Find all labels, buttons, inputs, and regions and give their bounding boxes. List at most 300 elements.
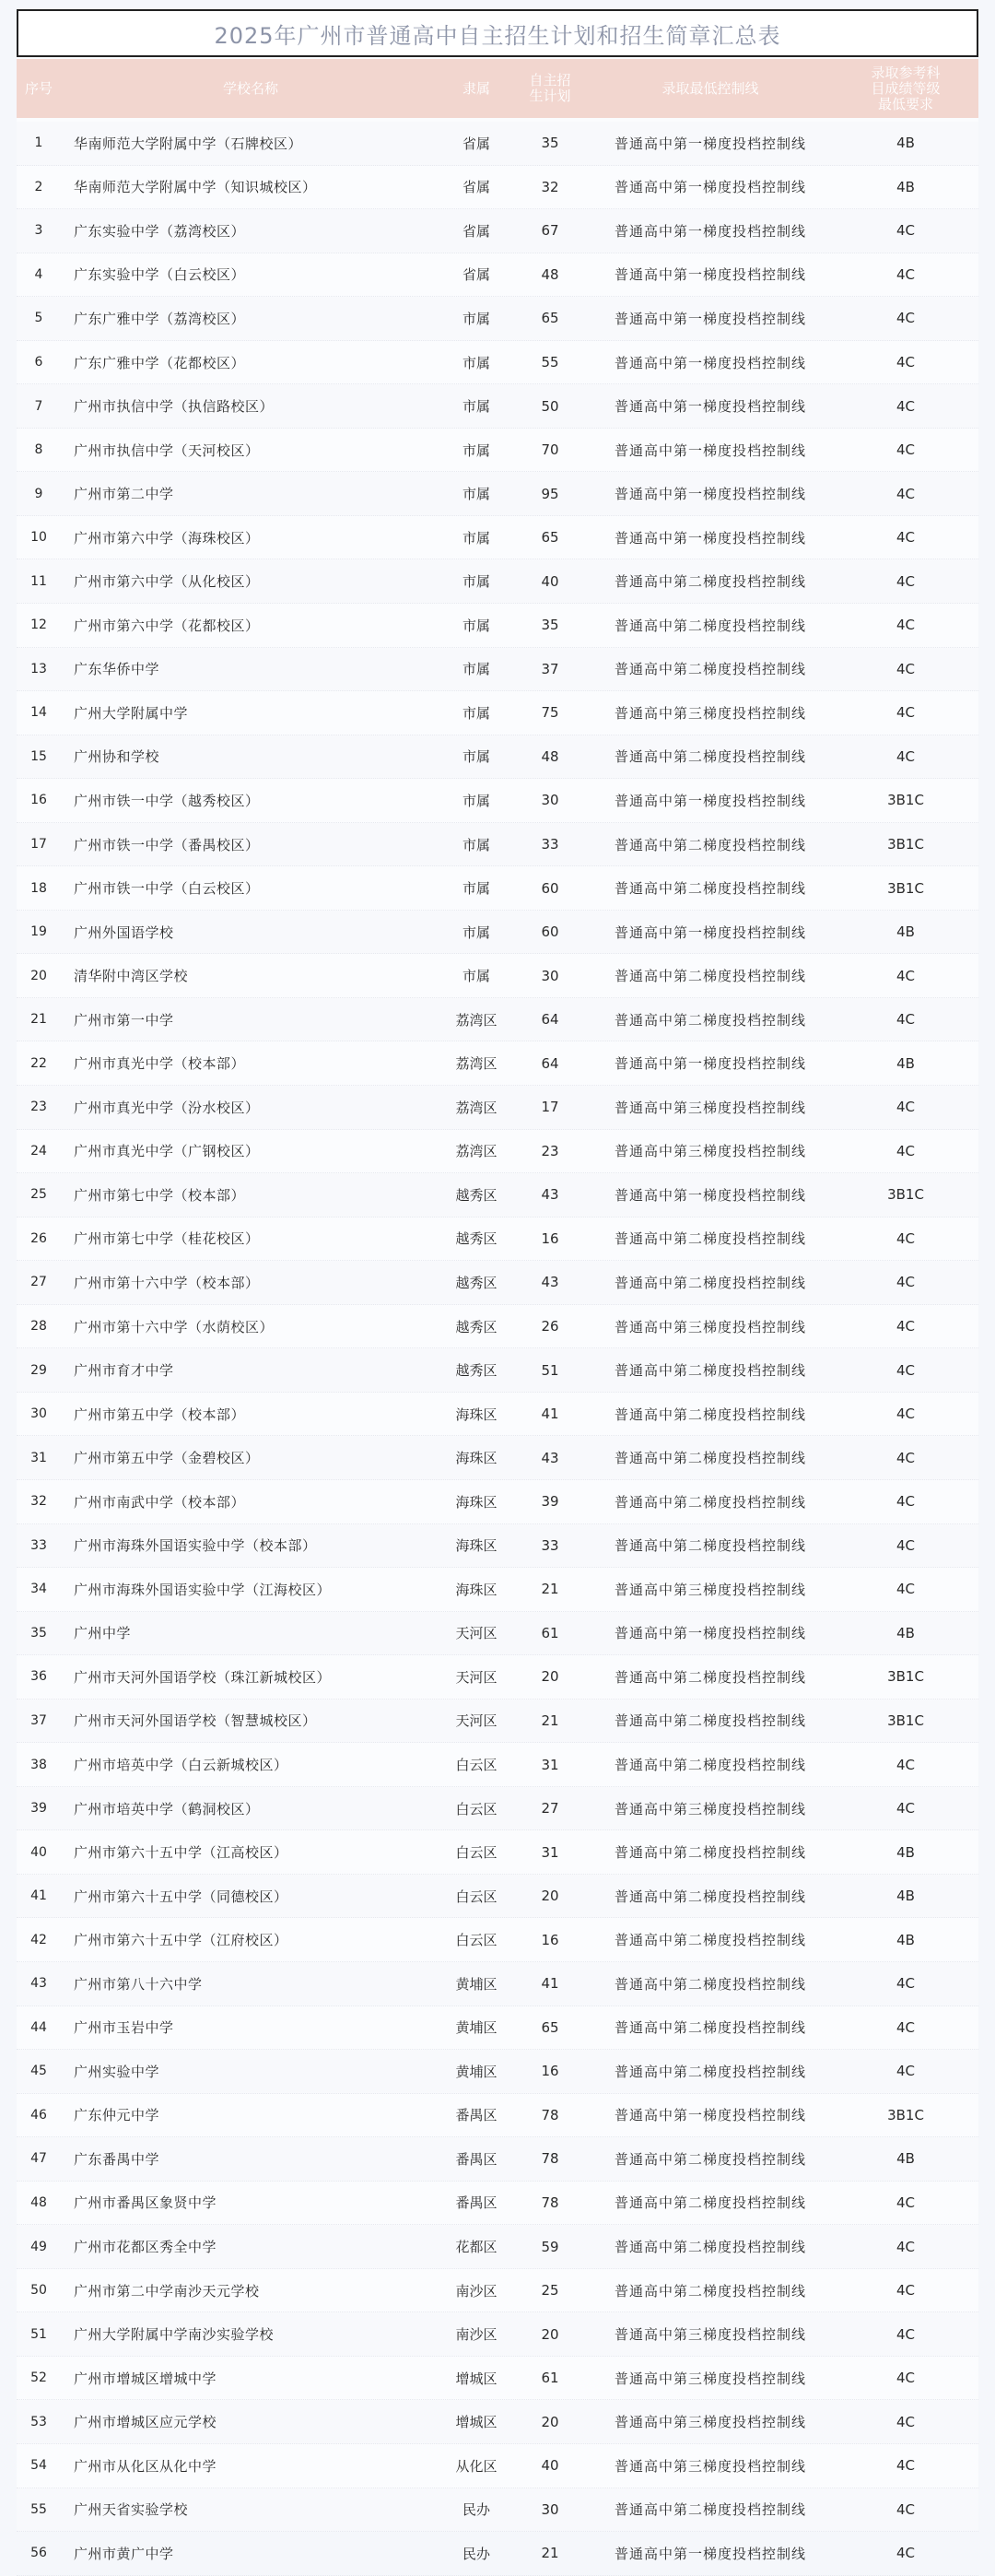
min-control-line: 普通高中第二梯度投档控制线 bbox=[614, 2282, 806, 2300]
grade-requirement: 4C bbox=[896, 529, 916, 547]
row-number: 48 bbox=[30, 2194, 47, 2210]
enrollment-plan: 75 bbox=[541, 704, 559, 722]
enrollment-plan: 50 bbox=[541, 397, 559, 415]
enrollment-plan: 43 bbox=[541, 1274, 559, 1291]
school-name: 广州市增城区应元学校 bbox=[74, 2414, 217, 2431]
table-row bbox=[17, 297, 978, 341]
school-name: 广州市第六中学（从化校区） bbox=[74, 573, 260, 591]
affiliation: 省属 bbox=[462, 222, 490, 240]
school-name: 广州市从化区从化中学 bbox=[74, 2457, 217, 2475]
min-control-line: 普通高中第二梯度投档控制线 bbox=[614, 1274, 806, 1291]
table-body bbox=[17, 122, 978, 2576]
enrollment-plan: 23 bbox=[541, 1142, 559, 1159]
table-row bbox=[17, 1041, 978, 1086]
affiliation: 市属 bbox=[462, 486, 490, 503]
enrollment-plan: 67 bbox=[541, 222, 559, 240]
affiliation: 花都区 bbox=[455, 2239, 498, 2256]
enrollment-plan: 16 bbox=[541, 2063, 559, 2080]
grade-requirement: 4C bbox=[896, 1800, 916, 1817]
row-number: 12 bbox=[30, 618, 47, 633]
school-name: 广州协和学校 bbox=[74, 748, 160, 766]
grade-requirement: 4B bbox=[896, 1843, 915, 1861]
school-name: 广州市真光中学（广钢校区） bbox=[74, 1143, 260, 1160]
enrollment-plan: 95 bbox=[541, 485, 559, 502]
affiliation: 市属 bbox=[462, 968, 490, 985]
row-number: 52 bbox=[30, 2370, 47, 2386]
row-number: 10 bbox=[30, 530, 47, 546]
enrollment-plan: 21 bbox=[541, 2545, 559, 2562]
affiliation: 市属 bbox=[462, 310, 490, 327]
table-row bbox=[17, 1086, 978, 1130]
min-control-line: 普通高中第一梯度投档控制线 bbox=[614, 792, 806, 809]
table-row bbox=[17, 1393, 978, 1437]
affiliation: 市属 bbox=[462, 529, 490, 547]
table-row bbox=[17, 2357, 978, 2401]
row-number: 49 bbox=[30, 2239, 47, 2254]
row-number: 32 bbox=[30, 1494, 47, 1510]
row-number: 9 bbox=[34, 486, 43, 501]
school-name: 广东广雅中学（花都校区） bbox=[74, 354, 246, 371]
table-row bbox=[17, 691, 978, 735]
affiliation: 番禺区 bbox=[455, 2150, 498, 2168]
table-row bbox=[17, 2006, 978, 2051]
school-name: 广州市天河外国语学校（珠江新城校区） bbox=[74, 1668, 332, 1686]
school-name: 华南师范大学附属中学（石牌校区） bbox=[74, 135, 303, 152]
min-control-line: 普通高中第一梯度投档控制线 bbox=[614, 266, 806, 284]
min-control-line: 普通高中第三梯度投档控制线 bbox=[614, 1800, 806, 1817]
enrollment-plan: 48 bbox=[541, 265, 559, 283]
affiliation: 增城区 bbox=[455, 2370, 498, 2387]
table-row bbox=[17, 2225, 978, 2269]
enrollment-plan: 21 bbox=[541, 1581, 559, 1598]
affiliation: 白云区 bbox=[455, 1932, 498, 1949]
affiliation: 市属 bbox=[462, 792, 490, 809]
min-control-line: 普通高中第二梯度投档控制线 bbox=[614, 880, 806, 898]
affiliation: 南沙区 bbox=[455, 2326, 498, 2344]
min-control-line: 普通高中第一梯度投档控制线 bbox=[614, 486, 806, 503]
enrollment-plan: 78 bbox=[541, 2106, 559, 2123]
affiliation: 白云区 bbox=[455, 1757, 498, 1773]
table-row bbox=[17, 1173, 978, 1217]
table-row bbox=[17, 472, 978, 516]
min-control-line: 普通高中第一梯度投档控制线 bbox=[614, 1625, 806, 1642]
row-number: 44 bbox=[30, 2019, 47, 2035]
grade-requirement: 4C bbox=[896, 1099, 916, 1116]
min-control-line: 普通高中第三梯度投档控制线 bbox=[614, 2370, 806, 2387]
table-row bbox=[17, 2400, 978, 2444]
school-name: 广州市第六十五中学（同德校区） bbox=[74, 1888, 288, 1905]
affiliation: 市属 bbox=[462, 441, 490, 459]
min-control-line: 普通高中第二梯度投档控制线 bbox=[614, 573, 806, 591]
table-row bbox=[17, 341, 978, 385]
min-control-line: 普通高中第二梯度投档控制线 bbox=[614, 1450, 806, 1467]
row-number: 20 bbox=[30, 968, 47, 983]
row-number: 2 bbox=[34, 179, 43, 194]
grade-requirement: 4C bbox=[896, 1318, 916, 1335]
grade-requirement: 4C bbox=[896, 1756, 916, 1773]
affiliation: 海珠区 bbox=[455, 1406, 498, 1423]
affiliation: 天河区 bbox=[455, 1712, 498, 1730]
school-name: 广州市执信中学（执信路校区） bbox=[74, 398, 275, 416]
school-name: 广州大学附属中学南沙实验学校 bbox=[74, 2326, 275, 2344]
grade-requirement: 4C bbox=[896, 1975, 916, 1993]
school-name: 广州市第六中学（花都校区） bbox=[74, 617, 260, 634]
row-number: 38 bbox=[30, 1757, 47, 1772]
enrollment-plan: 39 bbox=[541, 1493, 559, 1511]
grade-requirement: 4B bbox=[896, 923, 915, 941]
min-control-line: 普通高中第二梯度投档控制线 bbox=[614, 1888, 806, 1905]
grade-requirement: 4C bbox=[896, 441, 916, 459]
row-number: 40 bbox=[30, 1844, 47, 1860]
row-number: 1 bbox=[34, 135, 43, 151]
min-control-line: 普通高中第二梯度投档控制线 bbox=[614, 1537, 806, 1555]
row-number: 51 bbox=[30, 2326, 47, 2342]
grade-requirement: 4C bbox=[896, 2238, 916, 2255]
min-control-line: 普通高中第一梯度投档控制线 bbox=[614, 222, 806, 240]
grade-requirement: 4C bbox=[896, 485, 916, 502]
min-control-line: 普通高中第一梯度投档控制线 bbox=[614, 354, 806, 371]
enrollment-plan: 65 bbox=[541, 310, 559, 327]
min-control-line: 普通高中第一梯度投档控制线 bbox=[614, 2107, 806, 2124]
document-page bbox=[17, 9, 978, 2562]
table-row bbox=[17, 2137, 978, 2182]
table-row bbox=[17, 516, 978, 560]
table-row bbox=[17, 1918, 978, 1962]
affiliation: 市属 bbox=[462, 880, 490, 898]
row-number: 15 bbox=[30, 748, 47, 764]
grade-requirement: 4C bbox=[896, 2063, 916, 2080]
school-name: 广州市铁一中学（番禺校区） bbox=[74, 836, 260, 853]
enrollment-plan: 70 bbox=[541, 441, 559, 459]
affiliation: 天河区 bbox=[455, 1668, 498, 1686]
school-name: 广州中学 bbox=[74, 1625, 132, 1642]
min-control-line: 普通高中第三梯度投档控制线 bbox=[614, 2457, 806, 2475]
grade-requirement: 4C bbox=[896, 2194, 916, 2211]
grade-requirement: 4C bbox=[896, 2018, 916, 2036]
table-row bbox=[17, 1130, 978, 1174]
grade-requirement: 4C bbox=[896, 1011, 916, 1029]
row-number: 30 bbox=[30, 1406, 47, 1422]
enrollment-plan: 37 bbox=[541, 660, 559, 677]
min-control-line: 普通高中第三梯度投档控制线 bbox=[614, 1143, 806, 1160]
min-control-line: 普通高中第二梯度投档控制线 bbox=[614, 1011, 806, 1029]
row-number: 11 bbox=[30, 573, 47, 589]
min-control-line: 普通高中第三梯度投档控制线 bbox=[614, 1581, 806, 1598]
affiliation: 省属 bbox=[462, 179, 490, 196]
school-name: 广州市第五中学（校本部） bbox=[74, 1406, 246, 1423]
affiliation: 番禺区 bbox=[455, 2194, 498, 2212]
row-number: 6 bbox=[34, 355, 43, 370]
school-name: 广东番禺中学 bbox=[74, 2150, 160, 2168]
row-number: 13 bbox=[30, 661, 47, 676]
affiliation: 荔湾区 bbox=[455, 1055, 498, 1073]
table-header bbox=[17, 59, 978, 118]
table-row bbox=[17, 559, 978, 604]
affiliation: 市属 bbox=[462, 836, 490, 853]
affiliation: 荔湾区 bbox=[455, 1099, 498, 1116]
table-row bbox=[17, 1217, 978, 1262]
enrollment-plan: 16 bbox=[541, 1229, 559, 1247]
grade-requirement: 3B1C bbox=[887, 879, 924, 897]
grade-requirement: 4B bbox=[896, 1888, 915, 1905]
grade-requirement: 3B1C bbox=[887, 1711, 924, 1729]
enrollment-plan: 30 bbox=[541, 792, 559, 809]
enrollment-plan: 30 bbox=[541, 967, 559, 984]
grade-requirement: 4C bbox=[896, 222, 916, 240]
table-row bbox=[17, 911, 978, 955]
row-number: 27 bbox=[30, 1275, 47, 1290]
min-control-line: 普通高中第二梯度投档控制线 bbox=[614, 1844, 806, 1862]
affiliation: 省属 bbox=[462, 135, 490, 152]
row-number: 28 bbox=[30, 1319, 47, 1335]
table-row bbox=[17, 1524, 978, 1569]
row-number: 24 bbox=[30, 1143, 47, 1159]
table-row bbox=[17, 2050, 978, 2094]
min-control-line: 普通高中第三梯度投档控制线 bbox=[614, 1099, 806, 1116]
enrollment-plan: 48 bbox=[541, 747, 559, 765]
table-row bbox=[17, 2094, 978, 2138]
table-row bbox=[17, 122, 978, 166]
affiliation: 天河区 bbox=[455, 1625, 498, 1642]
grade-requirement: 3B1C bbox=[887, 2106, 924, 2123]
row-number: 17 bbox=[30, 837, 47, 853]
row-number: 45 bbox=[30, 2064, 47, 2079]
grade-requirement: 4C bbox=[896, 1449, 916, 1466]
grade-requirement: 4C bbox=[896, 2457, 916, 2475]
table-row bbox=[17, 2182, 978, 2226]
affiliation: 海珠区 bbox=[455, 1450, 498, 1467]
school-name: 广州市第六十五中学（江府校区） bbox=[74, 1932, 288, 1949]
table-row bbox=[17, 384, 978, 429]
row-number: 4 bbox=[34, 266, 43, 282]
table-row bbox=[17, 1700, 978, 1744]
row-number: 25 bbox=[30, 1187, 47, 1203]
table-title: 2025年广州市普通高中自主招生计划和招生简章汇总表 bbox=[17, 9, 978, 57]
row-number: 18 bbox=[30, 880, 47, 896]
grade-requirement: 4C bbox=[896, 310, 916, 327]
enrollment-plan: 64 bbox=[541, 1054, 559, 1072]
school-name: 广州市真光中学（校本部） bbox=[74, 1055, 246, 1073]
school-name: 广州市海珠外国语实验中学（江海校区） bbox=[74, 1581, 332, 1598]
grade-requirement: 3B1C bbox=[887, 1668, 924, 1686]
row-number: 31 bbox=[30, 1450, 47, 1465]
table-row bbox=[17, 1743, 978, 1787]
school-name: 广东实验中学（荔湾校区） bbox=[74, 222, 246, 240]
row-number: 14 bbox=[30, 705, 47, 721]
enrollment-plan: 35 bbox=[541, 135, 559, 152]
min-control-line: 普通高中第一梯度投档控制线 bbox=[614, 135, 806, 152]
min-control-line: 普通高中第二梯度投档控制线 bbox=[614, 1230, 806, 1248]
min-control-line: 普通高中第一梯度投档控制线 bbox=[614, 1055, 806, 1073]
table-row bbox=[17, 735, 978, 780]
school-name: 广州市真光中学（汾水校区） bbox=[74, 1099, 260, 1116]
enrollment-plan: 43 bbox=[541, 1449, 559, 1466]
affiliation: 市属 bbox=[462, 573, 490, 591]
affiliation: 白云区 bbox=[455, 1888, 498, 1905]
grade-requirement: 4C bbox=[896, 617, 916, 634]
school-name: 广东实验中学（白云校区） bbox=[74, 266, 246, 284]
table-row bbox=[17, 823, 978, 867]
school-name: 广州市第六十五中学（江高校区） bbox=[74, 1844, 288, 1862]
affiliation: 海珠区 bbox=[455, 1493, 498, 1511]
min-control-line: 普通高中第一梯度投档控制线 bbox=[614, 398, 806, 416]
row-number: 33 bbox=[30, 1537, 47, 1553]
affiliation: 海珠区 bbox=[455, 1537, 498, 1555]
grade-requirement: 4C bbox=[896, 660, 916, 677]
affiliation: 民办 bbox=[462, 2545, 490, 2562]
affiliation: 黄埔区 bbox=[455, 2019, 498, 2037]
grade-requirement: 3B1C bbox=[887, 1186, 924, 1204]
min-control-line: 普通高中第三梯度投档控制线 bbox=[614, 1318, 806, 1335]
affiliation: 市属 bbox=[462, 748, 490, 766]
row-number: 53 bbox=[30, 2414, 47, 2429]
affiliation: 从化区 bbox=[455, 2457, 498, 2475]
enrollment-plan: 20 bbox=[541, 2413, 559, 2430]
table-row bbox=[17, 1568, 978, 1612]
enrollment-plan: 41 bbox=[541, 1406, 559, 1423]
school-name: 广州市第一中学 bbox=[74, 1011, 174, 1029]
school-name: 广州市第八十六中学 bbox=[74, 1975, 203, 1993]
table-row bbox=[17, 2532, 978, 2576]
row-number: 37 bbox=[30, 1712, 47, 1728]
grade-requirement: 4B bbox=[896, 178, 915, 195]
enrollment-plan: 20 bbox=[541, 1888, 559, 1905]
affiliation: 市属 bbox=[462, 923, 490, 941]
school-name: 广州市番禺区象贤中学 bbox=[74, 2194, 217, 2212]
enrollment-plan: 64 bbox=[541, 1011, 559, 1029]
affiliation: 民办 bbox=[462, 2501, 490, 2519]
enrollment-plan: 78 bbox=[541, 2150, 559, 2168]
affiliation: 海珠区 bbox=[455, 1581, 498, 1598]
school-name: 广州市铁一中学（越秀校区） bbox=[74, 792, 260, 809]
school-name: 广州市第七中学（桂花校区） bbox=[74, 1230, 260, 1248]
min-control-line: 普通高中第三梯度投档控制线 bbox=[614, 2326, 806, 2344]
grade-requirement: 4B bbox=[896, 1054, 915, 1072]
school-name: 广州大学附属中学 bbox=[74, 704, 189, 722]
min-control-line: 普通高中第三梯度投档控制线 bbox=[614, 2414, 806, 2431]
table-row bbox=[17, 998, 978, 1042]
min-control-line: 普通高中第二梯度投档控制线 bbox=[614, 2063, 806, 2080]
grade-requirement: 4C bbox=[896, 2500, 916, 2518]
row-number: 42 bbox=[30, 1932, 47, 1947]
min-control-line: 普通高中第一梯度投档控制线 bbox=[614, 179, 806, 196]
grade-requirement: 4B bbox=[896, 2150, 915, 2168]
school-name: 广州外国语学校 bbox=[74, 923, 174, 941]
affiliation: 省属 bbox=[462, 266, 490, 284]
table-row bbox=[17, 604, 978, 648]
grade-requirement: 4C bbox=[896, 354, 916, 371]
min-control-line: 普通高中第二梯度投档控制线 bbox=[614, 1932, 806, 1949]
min-control-line: 普通高中第二梯度投档控制线 bbox=[614, 1975, 806, 1993]
enrollment-plan: 40 bbox=[541, 2457, 559, 2475]
table-row bbox=[17, 866, 978, 911]
enrollment-plan: 31 bbox=[541, 1756, 559, 1773]
enrollment-plan: 32 bbox=[541, 178, 559, 195]
table-row bbox=[17, 2488, 978, 2533]
grade-requirement: 4C bbox=[896, 2325, 916, 2343]
school-name: 广州天省实验学校 bbox=[74, 2501, 189, 2519]
table-row bbox=[17, 1261, 978, 1305]
enrollment-plan: 35 bbox=[541, 617, 559, 634]
enrollment-plan: 59 bbox=[541, 2238, 559, 2255]
grade-requirement: 4C bbox=[896, 1406, 916, 1423]
grade-requirement: 4C bbox=[896, 2282, 916, 2300]
table-row bbox=[17, 1962, 978, 2006]
grade-requirement: 4C bbox=[896, 1142, 916, 1159]
min-control-line: 普通高中第一梯度投档控制线 bbox=[614, 2545, 806, 2562]
min-control-line: 普通高中第二梯度投档控制线 bbox=[614, 661, 806, 678]
affiliation: 番禺区 bbox=[455, 2107, 498, 2124]
enrollment-plan: 21 bbox=[541, 1711, 559, 1729]
min-control-line: 普通高中第二梯度投档控制线 bbox=[614, 968, 806, 985]
table-row bbox=[17, 1787, 978, 1831]
grade-requirement: 4B bbox=[896, 1931, 915, 1948]
table-row bbox=[17, 648, 978, 692]
school-name: 广州市海珠外国语实验中学（校本部） bbox=[74, 1537, 317, 1555]
header-grade-requirement: 录取参考科 目成绩等级 最低要求 bbox=[871, 64, 941, 112]
row-number: 36 bbox=[30, 1669, 47, 1685]
min-control-line: 普通高中第一梯度投档控制线 bbox=[614, 441, 806, 459]
table-row bbox=[17, 1348, 978, 1393]
table-row bbox=[17, 429, 978, 473]
affiliation: 白云区 bbox=[455, 1844, 498, 1862]
row-number: 8 bbox=[34, 442, 43, 458]
grade-requirement: 4C bbox=[896, 397, 916, 415]
min-control-line: 普通高中第二梯度投档控制线 bbox=[614, 1668, 806, 1686]
enrollment-plan: 26 bbox=[541, 1318, 559, 1335]
grade-requirement: 4C bbox=[896, 747, 916, 765]
school-name: 广州市花都区秀全中学 bbox=[74, 2239, 217, 2256]
affiliation: 市属 bbox=[462, 617, 490, 634]
school-name: 广州市南武中学（校本部） bbox=[74, 1493, 246, 1511]
enrollment-plan: 65 bbox=[541, 2018, 559, 2036]
school-name: 广州市培英中学（鹤洞校区） bbox=[74, 1800, 260, 1817]
affiliation: 荔湾区 bbox=[455, 1143, 498, 1160]
school-name: 广州实验中学 bbox=[74, 2063, 160, 2080]
row-number: 7 bbox=[34, 398, 43, 414]
min-control-line: 普通高中第二梯度投档控制线 bbox=[614, 1757, 806, 1773]
school-name: 广州市天河外国语学校（智慧城校区） bbox=[74, 1712, 317, 1730]
min-control-line: 普通高中第二梯度投档控制线 bbox=[614, 2239, 806, 2256]
enrollment-plan: 31 bbox=[541, 1843, 559, 1861]
school-name: 广州市第七中学（校本部） bbox=[74, 1186, 246, 1204]
affiliation: 越秀区 bbox=[455, 1230, 498, 1248]
grade-requirement: 4C bbox=[896, 1274, 916, 1291]
school-name: 广东广雅中学（荔湾校区） bbox=[74, 310, 246, 327]
grade-requirement: 4C bbox=[896, 704, 916, 722]
enrollment-plan: 43 bbox=[541, 1186, 559, 1204]
enrollment-plan: 60 bbox=[541, 923, 559, 941]
enrollment-plan: 40 bbox=[541, 572, 559, 590]
enrollment-plan: 17 bbox=[541, 1099, 559, 1116]
grade-requirement: 4C bbox=[896, 2545, 916, 2562]
enrollment-plan: 33 bbox=[541, 836, 559, 853]
school-name: 广州市第二中学南沙天元学校 bbox=[74, 2282, 260, 2300]
school-name: 广州市第六中学（海珠校区） bbox=[74, 529, 260, 547]
school-name: 广州市铁一中学（白云校区） bbox=[74, 880, 260, 898]
school-name: 广州市黄广中学 bbox=[74, 2545, 174, 2562]
row-number: 3 bbox=[34, 223, 43, 239]
min-control-line: 普通高中第二梯度投档控制线 bbox=[614, 2150, 806, 2168]
school-name: 广州市增城区增城中学 bbox=[74, 2370, 217, 2387]
affiliation: 越秀区 bbox=[455, 1186, 498, 1204]
affiliation: 越秀区 bbox=[455, 1274, 498, 1291]
table-row bbox=[17, 2444, 978, 2488]
grade-requirement: 4C bbox=[896, 1493, 916, 1511]
header-school-name: 学校名称 bbox=[222, 79, 278, 97]
row-number: 26 bbox=[30, 1230, 47, 1246]
min-control-line: 普通高中第二梯度投档控制线 bbox=[614, 836, 806, 853]
